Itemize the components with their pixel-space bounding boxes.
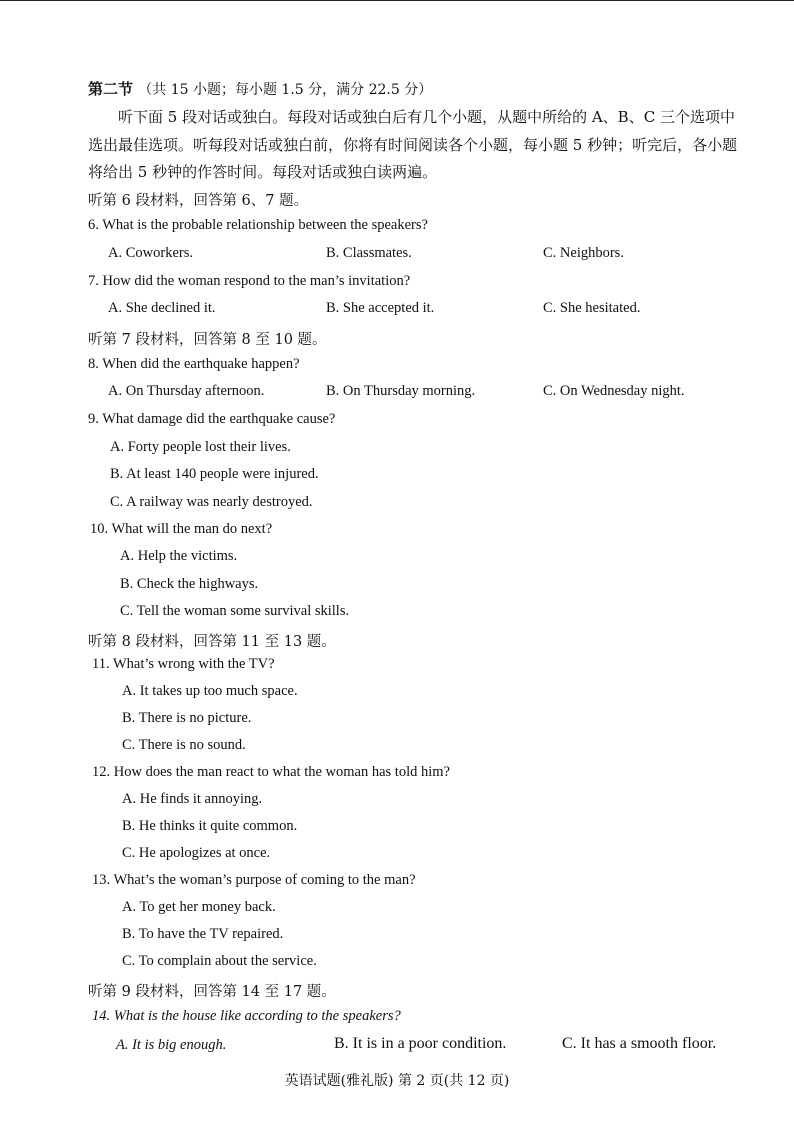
question-10-option-b: B. Check the highways.	[120, 576, 259, 592]
question-6-option-a: A. Coworkers.	[108, 245, 193, 261]
question-14-stem: 14. What is the house like according to the speakers?	[92, 1008, 401, 1024]
question-7-stem: 7. How did the woman respond to the man’s invitation?	[88, 273, 411, 289]
instruction-line-1: 听下面 5 段对话或独白。每段对话或独白后有几个小题，从题中所给的 A、B、C 三个选项中	[118, 108, 735, 126]
question-8-option-c: C. On Wednesday night.	[543, 383, 685, 399]
section-heading	[88, 78, 432, 99]
question-12-option-c: C. He apologizes at once.	[122, 845, 271, 861]
material-6-heading: 听第 6 段材料，回答第 6、7 题。	[88, 193, 309, 209]
question-14-option-c: C. It has a smooth floor.	[562, 1035, 717, 1052]
question-6-stem: 6. What is the probable relationship between the speakers?	[88, 217, 428, 233]
question-13-option-c: C. To complain about the service.	[122, 953, 317, 969]
question-12-stem: 12. How does the man react to what the woman has told him?	[92, 764, 450, 780]
question-13-stem: 13. What’s the woman’s purpose of coming to the man?	[92, 872, 416, 888]
instruction-line-2: 选出最佳选项。听每段对话或独白前，你将有时间阅读各个小题，每小题 5 秒钟；听完后，各小题	[88, 136, 738, 154]
question-6-option-b: B. Classmates.	[326, 245, 412, 261]
page-footer: 英语试题(雅礼版) 第 2 页(共 12 页)	[284, 1073, 510, 1089]
section-title: 第二节	[88, 80, 134, 98]
question-10-option-c: C. Tell the woman some survival skills.	[120, 603, 350, 619]
material-9-heading: 听第 9 段材料，回答第 14 至 17 题。	[88, 984, 336, 1000]
question-7-option-b: B. She accepted it.	[326, 300, 435, 316]
question-12-option-a: A. He finds it annoying.	[122, 791, 263, 807]
question-11-stem: 11. What’s wrong with the TV?	[92, 656, 275, 672]
question-10-stem: 10. What will the man do next?	[90, 521, 273, 537]
question-7-option-a: A. She declined it.	[108, 300, 216, 316]
section-subtitle: （共 15 小题；每小题 1.5 分，满分 22.5 分）	[138, 82, 433, 98]
question-11-option-a: A. It takes up too much space.	[122, 683, 298, 699]
question-11-option-b: B. There is no picture.	[122, 710, 252, 726]
question-10-option-a: A. Help the victims.	[120, 548, 238, 564]
question-12-option-b: B. He thinks it quite common.	[122, 818, 298, 834]
question-9-option-a: A. Forty people lost their lives.	[110, 439, 291, 455]
question-9-option-b: B. At least 140 people were injured.	[110, 466, 319, 482]
question-8-option-b: B. On Thursday morning.	[326, 383, 476, 399]
question-14-option-b: B. It is in a poor condition.	[334, 1035, 507, 1052]
question-9-option-c: C. A railway was nearly destroyed.	[110, 494, 313, 510]
question-13-option-b: B. To have the TV repaired.	[122, 926, 284, 942]
question-8-stem: 8. When did the earthquake happen?	[88, 356, 300, 372]
question-11-option-c: C. There is no sound.	[122, 737, 246, 753]
question-13-option-a: A. To get her money back.	[122, 899, 276, 915]
question-6-option-c: C. Neighbors.	[543, 245, 624, 261]
material-8-heading: 听第 8 段材料，回答第 11 至 13 题。	[88, 634, 336, 650]
instruction-line-3: 将给出 5 秒钟的作答时间。每段对话或独白读两遍。	[88, 163, 438, 181]
question-9-stem: 9. What damage did the earthquake cause?	[88, 411, 336, 427]
question-7-option-c: C. She hesitated.	[543, 300, 641, 316]
material-7-heading: 听第 7 段材料，回答第 8 至 10 题。	[88, 332, 327, 348]
question-8-option-a: A. On Thursday afternoon.	[108, 383, 265, 399]
question-14-option-a: A. It is big enough.	[116, 1037, 227, 1053]
